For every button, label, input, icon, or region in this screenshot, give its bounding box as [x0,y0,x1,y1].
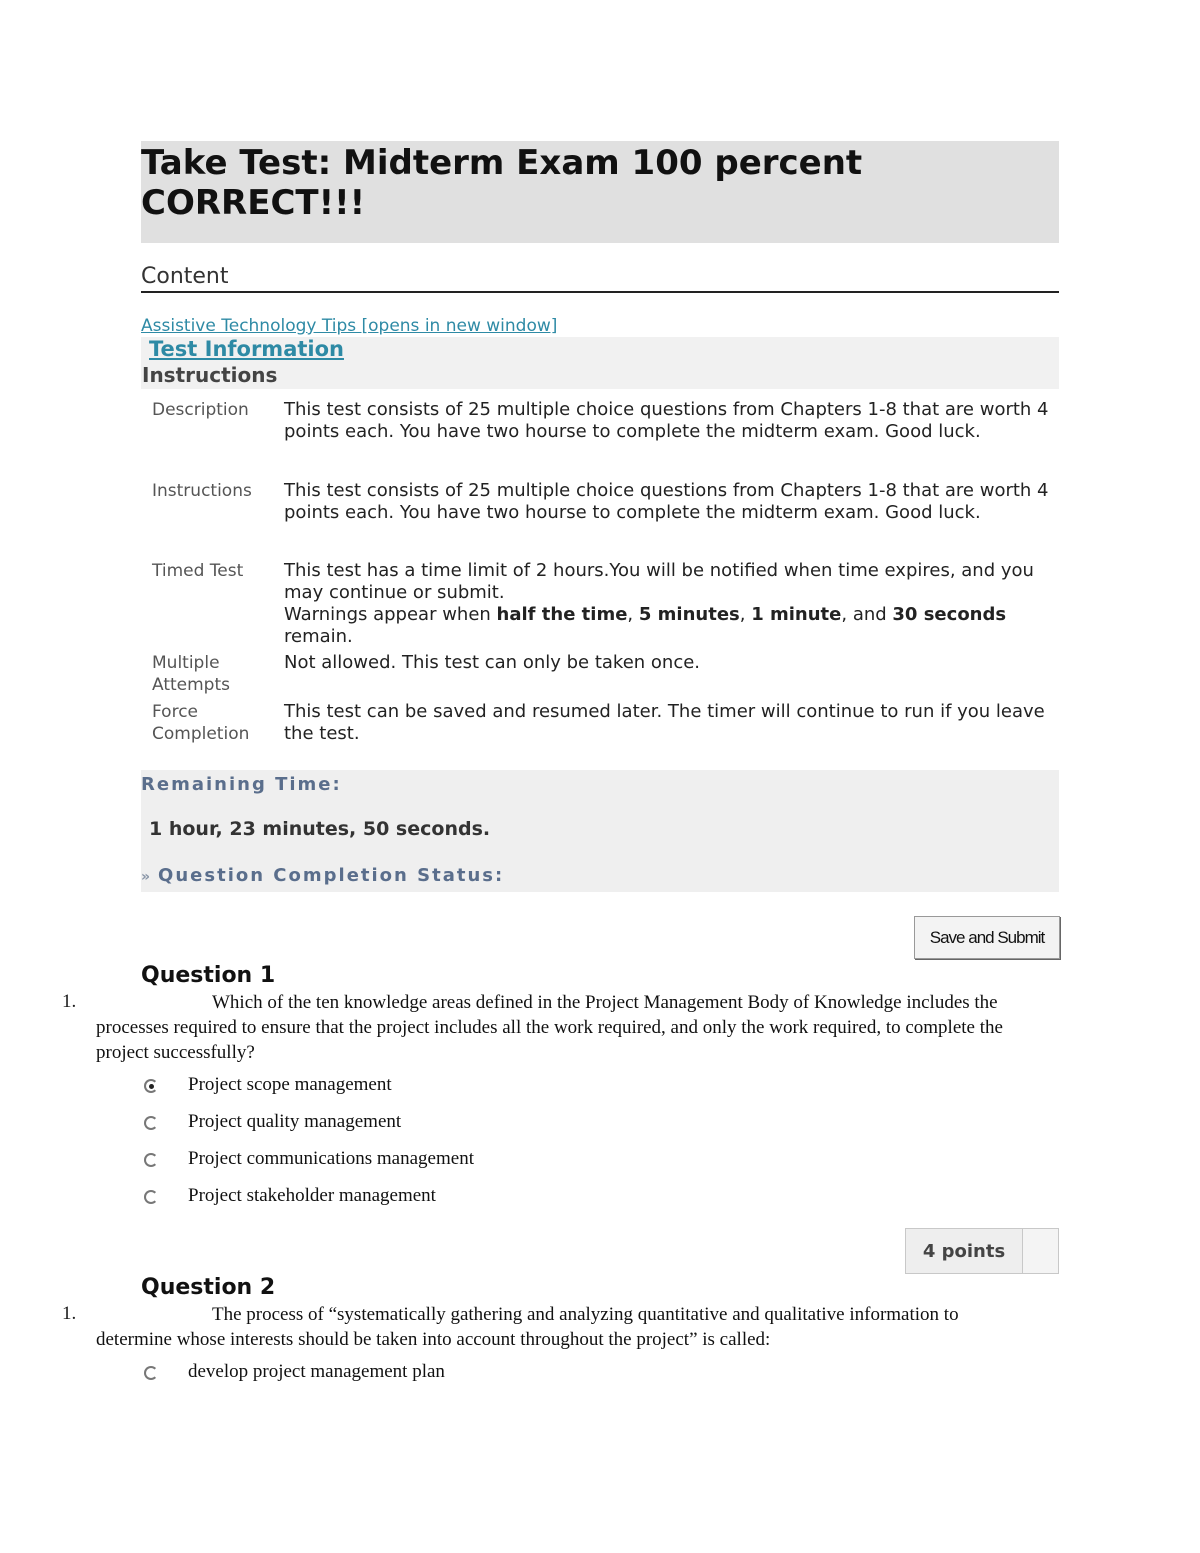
info-label: Multiple Attempts [152,653,230,695]
warnings-separator: , [739,604,752,625]
question-2-heading: Question 2 [141,1275,276,1300]
option-label: Project scope management [188,1074,392,1095]
assistive-technology-link[interactable]: Assistive Technology Tips [opens in new window] [141,316,558,336]
info-value [284,560,1049,648]
warning-1-minute: 1 minute [751,604,842,625]
question-1-heading: Question 1 [141,963,276,988]
radio-icon[interactable] [144,1153,158,1167]
warnings-separator: , [627,604,639,625]
question-completion-label: Question Completion Status: [158,865,505,886]
warnings-suffix: remain. [284,626,353,647]
option-label: develop project management plan [188,1361,445,1382]
radio-icon[interactable] [144,1190,158,1204]
instructions-heading: Instructions [142,363,278,387]
double-chevron-down-icon: » [141,869,151,885]
title-banner [141,141,1059,243]
option-label: Project stakeholder management [188,1185,436,1206]
timed-test-text: This test has a time limit of 2 hours.You will be notified when time expires, and you may continue or submit. [284,560,1034,603]
content-heading: Content [141,264,1059,293]
info-label: Force Completion [152,702,250,744]
info-value: This test can be saved and resumed later. The timer will continue to run if you leave the test. [284,701,1045,744]
question-2-number: 1. [62,1303,77,1324]
option-label: Project quality management [188,1111,402,1132]
warning-30-seconds: 30 seconds [892,604,1007,625]
save-and-submit-button[interactable]: Save and Submit [914,916,1060,959]
info-value: This test consists of 25 multiple choice questions from Chapters 1-8 that are worth 4 points each. You have two hourse to complete the midterm exam. Good luck. [284,480,1049,523]
points-box [905,1228,1059,1274]
info-label: Instructions [152,481,252,501]
warning-5-minutes: 5 minutes [638,604,740,625]
question-1-number: 1. [62,991,77,1012]
warnings-prefix: Warnings appear when [284,604,497,625]
info-value: This test consists of 25 multiple choice questions from Chapters 1-8 that are worth 4 points each. You have two hourse to complete the midterm exam. Good luck. [284,399,1049,442]
question-completion-toggle[interactable] [141,865,504,886]
radio-icon[interactable] [144,1116,158,1130]
test-information-link[interactable]: Test Information [149,337,344,361]
remaining-time-value: 1 hour, 23 minutes, 50 seconds. [149,818,491,840]
warning-half-time: half the time [496,604,628,625]
remaining-time-label: Remaining Time: [141,774,342,795]
page-title: Take Test: Midterm Exam 100 percent CORRECT!!! [141,143,863,223]
question-1-text: Which of the ten knowledge areas defined in the Project Management Body of Knowledge includes the processes required to ensure that the project includes all the work required, and only the work required, to complete the project successfully? [96,992,1003,1063]
option-label: Project communications management [188,1148,474,1169]
info-label: Description [152,400,249,420]
info-label: Timed Test [152,561,244,581]
points-value: 4 points [906,1229,1023,1273]
points-empty-cell [1023,1229,1058,1273]
radio-selected-icon[interactable] [144,1079,158,1093]
remaining-time-panel [141,770,1059,892]
test-information-panel [141,337,1059,389]
radio-icon[interactable] [144,1366,158,1380]
warnings-text [284,604,1049,648]
info-value: Not allowed. This test can only be taken once. [284,652,701,673]
warnings-separator: , and [841,604,893,625]
question-2-text: The process of “systematically gathering and analyzing quantitative and qualitative information to determine whose interests should be taken into account throughout the project” is called: [96,1304,959,1350]
